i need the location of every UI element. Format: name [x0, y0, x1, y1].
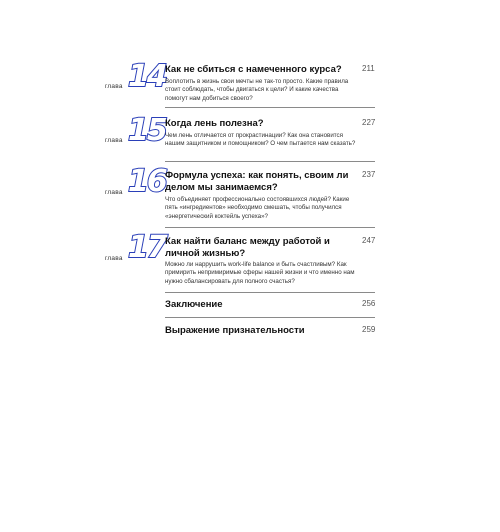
chapter-number: 14 [128, 59, 166, 94]
chapter-page: 247 [362, 236, 376, 245]
entry-page: 259 [362, 325, 376, 334]
chapter-word: глава [105, 83, 123, 90]
chapter-number: 15 [128, 113, 166, 148]
chapter-number: 16 [128, 164, 166, 199]
chapter-number: 17 [128, 230, 166, 265]
entry-page: 256 [362, 299, 376, 308]
divider [165, 227, 375, 228]
divider [165, 161, 375, 162]
entry-title: Выражение признательности [165, 325, 305, 336]
chapter-page: 227 [362, 118, 376, 127]
chapter-description: Воплотить в жизнь свои мечты не так-то просто. Какие правила стоит соблюдать, чтобы двигаться к цели? И какие качества помогут нам добиться своего? [165, 78, 349, 102]
chapter-word: глава [105, 137, 123, 144]
chapter-word: глава [105, 255, 123, 262]
chapter-page: 211 [362, 64, 375, 73]
divider [165, 292, 375, 293]
entry-title: Заключение [165, 299, 223, 310]
chapter-description: Что объединяет профессионально состоявшихся людей? Какие пять «ингредиентов» необходимо смешать, чтобы получился «энергетический коктейль успеха»? [165, 196, 350, 220]
divider [165, 317, 375, 318]
chapter-title: Как найти баланс между работой и личной жизнью? [165, 236, 330, 259]
chapter-word: глава [105, 189, 123, 196]
chapter-description: Можно ли наррушить work-life balance и быть счастливым? Как примирить непримиримые сферы нашей жизни и что именно нам нужно сбалансировать для полного счастья? [165, 261, 355, 285]
divider [165, 107, 375, 108]
chapter-description: Чем лень отличается от прокрастинации? Как она становится нашим защитником и помощником? О чем пытается нам сказать? [165, 132, 356, 148]
chapter-title: Формула успеха: как понять, своим ли делом мы занимаемся? [165, 170, 349, 193]
chapter-title: Когда лень полезна? [165, 118, 264, 129]
chapter-title: Как не сбиться с намеченного курса? [165, 64, 342, 75]
chapter-page: 237 [362, 170, 376, 179]
